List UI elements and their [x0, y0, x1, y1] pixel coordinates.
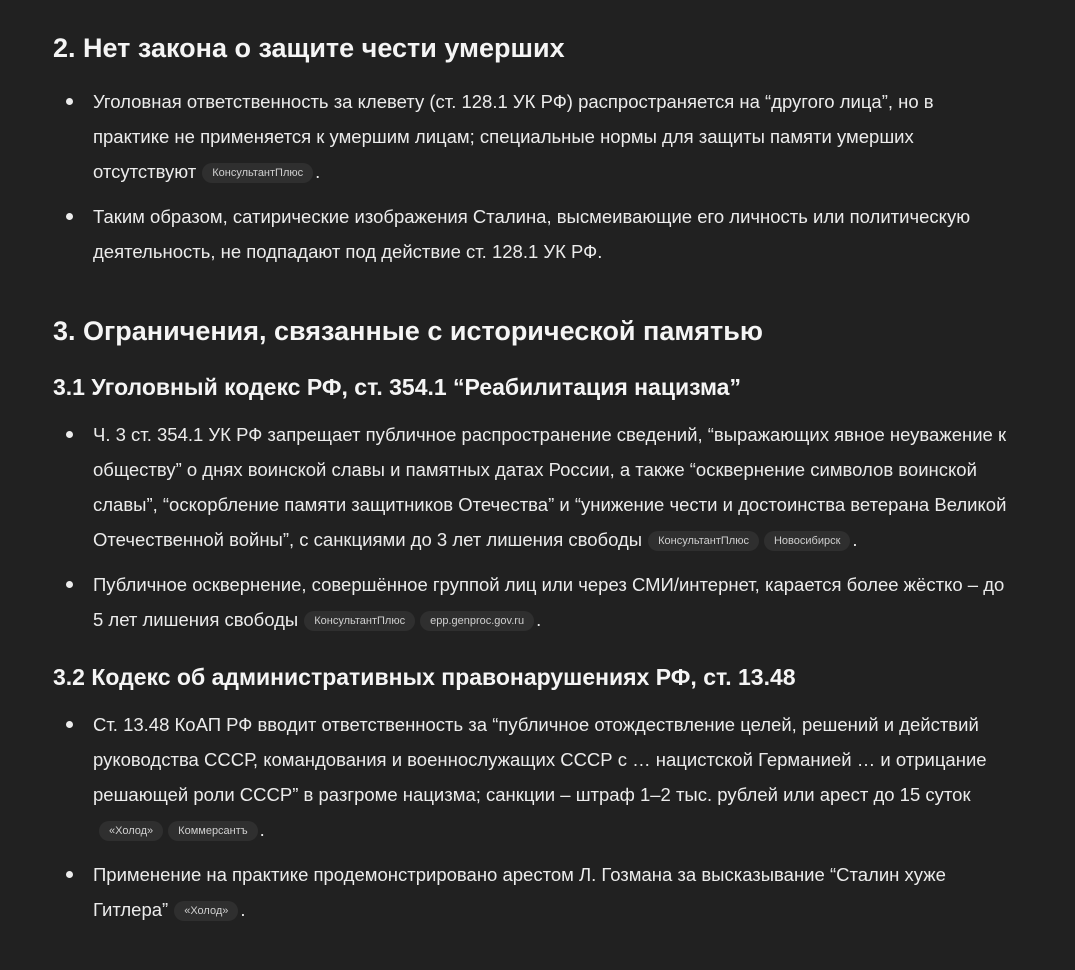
bullet-list	[53, 417, 1013, 637]
list-item	[53, 567, 1013, 637]
sentence-end: .	[852, 529, 858, 550]
list-item-text: Ч. 3 ст. 354.1 УК РФ запрещает публичное распространение сведений, “выражающих явное неуважение к обществу” о днях воинской славы и памятных датах России, а также “осквернение символов воинской славы”, “оскорбление памяти защитников Отечества” и “унижение чести и достоинства ветерана Великой Отечественной войны”, с санкциями до 3 лет лишения свободы	[93, 424, 1007, 550]
source-chip-kommersant[interactable]: Коммерсантъ	[168, 821, 258, 841]
section-heading: 2. Нет закона о защите чести умерших	[53, 33, 565, 63]
source-chip-konsultant[interactable]: КонсультантПлюс	[304, 611, 415, 631]
sentence-end: .	[259, 819, 265, 840]
list-item	[53, 84, 1013, 189]
sentence-end: .	[315, 161, 321, 182]
list-item-text: Таким образом, сатирические изображения Сталина, высмеивающие его личность или политическую деятельность, не подпадают под действие ст. 128.1 УК РФ.	[93, 206, 971, 262]
source-chip-konsultant[interactable]: КонсультантПлюс	[202, 163, 313, 183]
bullet-list	[53, 707, 1013, 927]
list-item	[53, 199, 1013, 269]
source-chip-kholod[interactable]: «Холод»	[174, 901, 238, 921]
list-item-text: Уголовная ответственность за клевету (ст. 128.1 УК РФ) распространяется на “другого лица”, но в практике не применяется к умершим лицам; специальные нормы для защиты памяти умерших отсутствуют	[93, 91, 934, 182]
source-chip-novosibirsk[interactable]: Новосибирск	[764, 531, 850, 551]
sentence-end: .	[240, 899, 246, 920]
list-item	[53, 417, 1013, 557]
list-item-text: Ст. 13.48 КоАП РФ вводит ответственность за “публичное отождествление целей, решений и действий руководства СССР, командования и военнослужащих СССР с … нацистской Германией … и отрицание решающей роли СССР” в разгроме нацизма; санкции – штраф 1–2 тыс. рублей или арест до 15 суток	[93, 714, 987, 805]
subsection-heading: 3.2 Кодекс об административных правонарушениях РФ, ст. 13.48	[53, 664, 796, 690]
list-item	[53, 707, 1013, 847]
sentence-end: .	[536, 609, 542, 630]
source-chip-genproc[interactable]: epp.genproc.gov.ru	[420, 611, 534, 631]
source-chip-kholod[interactable]: «Холод»	[99, 821, 163, 841]
list-item-text: Публичное осквернение, совершённое группой лиц или через СМИ/интернет, карается более жёстко – до 5 лет лишения свободы	[93, 574, 1005, 630]
subsection-heading: 3.1 Уголовный кодекс РФ, ст. 354.1 “Реабилитация нацизма”	[53, 374, 741, 400]
list-item-text: Применение на практике продемонстрировано арестом Л. Гозмана за высказывание “Сталин хуже Гитлера”	[93, 864, 946, 920]
message-content	[53, 0, 1013, 927]
source-chip-konsultant[interactable]: КонсультантПлюс	[648, 531, 759, 551]
list-item	[53, 857, 1013, 927]
section-heading: 3. Ограничения, связанные с исторической памятью	[53, 316, 763, 346]
bullet-list	[53, 84, 1013, 269]
